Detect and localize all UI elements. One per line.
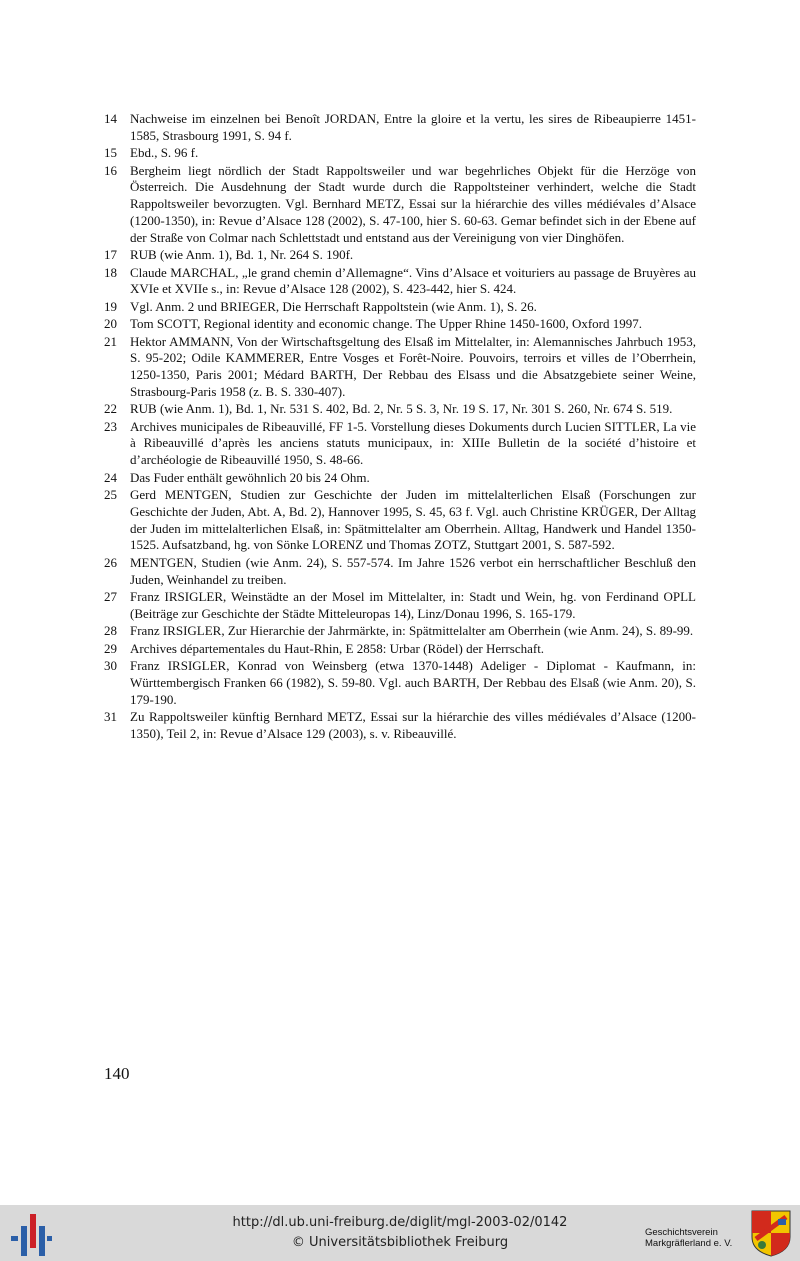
footnote-number: 14 bbox=[104, 111, 117, 126]
footnote-number: 29 bbox=[104, 640, 117, 656]
footnote-17 bbox=[104, 247, 696, 264]
footnote-number: 26 bbox=[104, 554, 117, 570]
footnote-22 bbox=[104, 401, 696, 418]
footnote-text: RUB (wie Anm. 1), Bd. 1, Nr. 264 S. 190f. bbox=[130, 247, 354, 263]
footnote-26 bbox=[104, 555, 696, 589]
footnote-24 bbox=[104, 470, 696, 487]
footnote-text: Bergheim liegt nördlich der Stadt Rappoltsweiler und war begehrliches Objekt für die Herzöge von Österreich. Die Ausdehnung der Stadt wurde durch die Rappoltsteiner verhindert, welche die Stadt Rappoltsweiler bevorzugten. Vgl. Bernhard METZ, Essai sur la hiérarchie des villes médiévales d’Alsace (1200-1350), in: Revue d’Alsace 128 (2002), S. 47-100, hier S. 60-63. Gemar befindet sich in der Ebene auf der Straße von Colmar nach Schlettstadt und entstand aus der Vereinigung von vier Dinghöfen. bbox=[130, 162, 696, 245]
society-name-line1: Geschichtsverein bbox=[645, 1227, 718, 1238]
footnote-text: MENTGEN, Studien (wie Anm. 24), S. 557-574. Im Jahre 1526 verbot ein herrschaftlicher Beschluß den Juden, Weinhandel zu treiben. bbox=[130, 554, 696, 587]
footnote-text: Das Fuder enthält gewöhnlich 20 bis 24 Ohm. bbox=[130, 469, 370, 485]
footnote-number: 17 bbox=[104, 247, 117, 263]
footnote-text: Franz IRSIGLER, Zur Hierarchie der Jahrmärkte, in: Spätmittelalter am Oberrhein (wie Anm. 24), S. 89-99. bbox=[130, 623, 694, 639]
footnote-number: 18 bbox=[104, 264, 117, 280]
footnote-text: Zu Rappoltsweiler künftig Bernhard METZ, Essai sur la hiérarchie des villes médiévales d’Alsace (1200-1350), Teil 2, in: Revue d’Alsace 129 (2003), s. v. Ribeauvillé. bbox=[130, 708, 696, 741]
footnote-20 bbox=[104, 316, 696, 333]
footnote-text: RUB (wie Anm. 1), Bd. 1, Nr. 531 S. 402, Bd. 2, Nr. 5 S. 3, Nr. 19 S. 17, Nr. 301 S. 260, Nr. 674 S. 519. bbox=[130, 401, 673, 417]
footnote-14 bbox=[104, 111, 696, 145]
footnote-text: Archives municipales de Ribeauvillé, FF 1-5. Vorstellung dieses Dokuments durch Lucien SITTLER, La vie à Ribeauvillé d’après les anciens statuts municipaux, in: XIIIe Bulletin de la société d’histoire et d’archéologie de Ribeauvillé 1950, S. 48-66. bbox=[130, 418, 696, 468]
footnote-text: Gerd MENTGEN, Studien zur Geschichte der Juden im mittelalterlichen Elsaß (Forschungen zur Geschichte der Juden, Abt. A, Bd. 2), Hannover 1995, S. 45, 63 f. Vgl. auch Christine KRÜGER, Der Alltag der Juden im mittelalterlichen Elsaß, in: Spätmittelalter am Oberrhein. Alltag, Handwerk und Handel 1350-1525. Aufsatzband, hg. von Sönke LORENZ und Thomas ZOTZ, Stuttgart 2001, S. 587-592. bbox=[130, 487, 696, 553]
coat-of-arms-icon[interactable] bbox=[750, 1209, 792, 1257]
footnote-text: Archives départementales du Haut-Rhin, E 2858: Urbar (Rödel) der Herrschaft. bbox=[130, 640, 545, 656]
footnote-number: 23 bbox=[104, 418, 117, 434]
footnote-29 bbox=[104, 641, 696, 658]
footnote-number: 15 bbox=[104, 145, 117, 161]
permalink-link[interactable]: http://dl.ub.uni-freiburg.de/diglit/mgl-2003-02/0142 bbox=[232, 1215, 568, 1230]
footnote-25 bbox=[104, 487, 696, 554]
footnote-15 bbox=[104, 145, 696, 162]
footnote-text: Nachweise im einzelnen bei Benoît JORDAN, Entre la gloire et la vertu, les sires de Ribeaupierre 1451-1585, Strasbourg 1991, S. 94 f. bbox=[130, 111, 696, 143]
footnote-number: 19 bbox=[104, 298, 117, 314]
footnote-text: Ebd., S. 96 f. bbox=[130, 145, 199, 161]
footnote-text: Vgl. Anm. 2 und BRIEGER, Die Herrschaft Rappoltstein (wie Anm. 1), S. 26. bbox=[130, 298, 537, 314]
footnote-number: 31 bbox=[104, 708, 117, 724]
footnote-number: 16 bbox=[104, 162, 117, 178]
society-name[interactable] bbox=[645, 1227, 732, 1249]
footnote-text: Hektor AMMANN, Von der Wirtschaftsgeltung des Elsaß im Mittelalter, in: Alemannisches Jahrbuch 1953, S. 95-202; Odile KAMMERER, Entre Vosges et Forêt-Noire. Pouvoirs, terroirs et villes de l’Oberrhein, 1250-1350, Paris 2001; Médard BARTH, Der Rebbau des Elsass und die Absatzgebiete seiner Weine, Strasbourg-Paris 1958 (z. B. S. 330-407). bbox=[130, 333, 696, 399]
footnote-number: 30 bbox=[104, 658, 117, 673]
footnote-text: Franz IRSIGLER, Weinstädte an der Mosel im Mittelalter, in: Stadt und Wein, hg. von Ferdinand OPLL (Beiträge zur Geschichte der Städte Mitteleuropas 14), Linz/Donau 1996, S. 165-179. bbox=[130, 589, 696, 621]
footnote-number: 24 bbox=[104, 469, 117, 485]
footnote-18 bbox=[104, 265, 696, 299]
footnote-19 bbox=[104, 299, 696, 316]
viewer-footer bbox=[0, 1205, 800, 1261]
footnotes-list bbox=[104, 111, 696, 743]
footnote-text: Franz IRSIGLER, Konrad von Weinsberg (etwa 1370-1448) Adeliger - Diplomat - Kaufmann, in: Württembergisch Franken 66 (1982), S. 59-80. Vgl. auch BARTH, Der Rebbau des Elsaß (wie Anm. 20), S. 179-190. bbox=[130, 658, 696, 707]
footnote-27 bbox=[104, 589, 696, 623]
footnote-number: 28 bbox=[104, 623, 117, 639]
footnote-30 bbox=[104, 658, 696, 708]
footnote-number: 21 bbox=[104, 333, 117, 349]
footnote-16 bbox=[104, 163, 696, 247]
footnote-21 bbox=[104, 334, 696, 401]
footnote-text: Tom SCOTT, Regional identity and economic change. The Upper Rhine 1450-1600, Oxford 1997. bbox=[130, 316, 643, 332]
footnote-23 bbox=[104, 419, 696, 469]
footnote-28 bbox=[104, 623, 696, 640]
footnote-number: 27 bbox=[104, 589, 117, 605]
footnote-number: 25 bbox=[104, 487, 117, 503]
page-number: 140 bbox=[104, 1064, 130, 1083]
copyright-link[interactable]: © Universitätsbibliothek Freiburg bbox=[291, 1235, 509, 1250]
society-name-line2: Markgräflerland e. V. bbox=[645, 1238, 733, 1249]
footnote-number: 22 bbox=[104, 401, 117, 417]
footnote-31 bbox=[104, 709, 696, 743]
footnote-text: Claude MARCHAL, „le grand chemin d’Allemagne“. Vins d’Alsace et voituriers au passage de Bruyères au XVIe et XVIIe s., in: Revue d’Alsace 128 (2002), S. 423-442, hier S. 424. bbox=[130, 264, 696, 297]
footnote-number: 20 bbox=[104, 316, 117, 332]
